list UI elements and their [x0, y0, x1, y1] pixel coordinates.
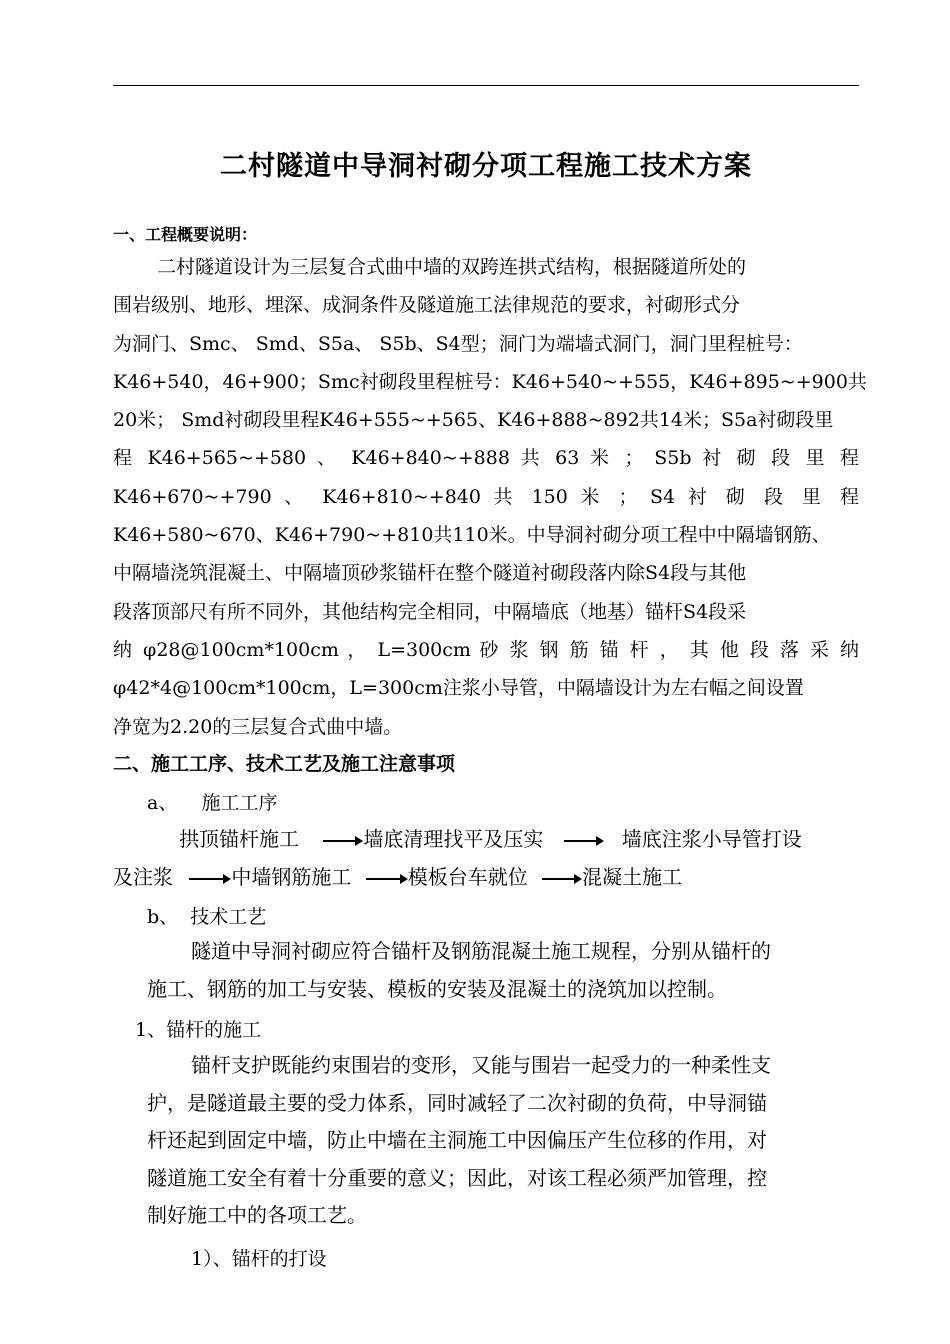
- body-line: 隧道施工安全有着十分重要的意义；因此，对该工程必须严加管理，控: [147, 1165, 767, 1190]
- body-line: 程 K46+565~+580 、 K46+840~+888 共 63 米 ； S5b 衬 砌 段 里 程: [113, 447, 859, 470]
- body-line: K46+540，46+900；Smc衬砌段里程桩号：K46+540~+555，K46+895~+900共: [113, 370, 867, 393]
- flow-step: 及注浆: [113, 865, 173, 889]
- item1-heading: 1、锚杆的施工: [135, 1019, 262, 1041]
- flow-step: 混凝土施工: [582, 865, 683, 889]
- flow-step: 模板台车就位: [407, 865, 528, 889]
- flow-step: 墙底注浆小导管打设: [621, 827, 802, 851]
- sub-a-label: a、 施工工序: [147, 792, 278, 814]
- body-line: 二村隧道设计为三层复合式曲中墙的双跨连拱式结构，根据隧道所处的: [157, 256, 747, 278]
- body-line: 锚杆支护既能约束围岩的变形，又能与围岩一起受力的一种柔性支: [191, 1053, 771, 1077]
- flow-step: 墙底清理找平及压实: [363, 827, 544, 851]
- body-line: 净宽为2.20的三层复合式曲中墙。: [113, 715, 403, 738]
- arrow-icon: [323, 840, 361, 842]
- arrow-icon: [366, 878, 406, 880]
- arrow-icon: [564, 840, 602, 842]
- body-line: 护，是隧道最主要的受力体系，同时减轻了二次衬砌的负荷，中导洞锚: [147, 1090, 767, 1115]
- body-line: 中隔墙浇筑混凝土、中隔墙顶砂浆锚杆在整个隧道衬砌段落内除S4段与其他: [113, 562, 747, 585]
- anchor-paragraph: [147, 1047, 859, 1235]
- process-flow: [113, 820, 859, 896]
- flow-step: 中墙钢筋施工: [231, 865, 352, 889]
- body-line: K46+670~+790 、 K46+810~+840 共 150 米 ； S4 衬 砌 段 里 程: [113, 485, 859, 508]
- body-line: 杆还起到固定中墙，防止中墙在主洞施工中因偏压产生位移的作用，对: [147, 1128, 767, 1153]
- section2-heading: 二、施工工序、技术工艺及施工注意事项: [113, 753, 456, 775]
- body-line: φ42*4@100cm*100cm，L=300cm注浆小导管，中隔墙设计为左右幅之间设置: [113, 677, 804, 700]
- body-line: 施工、钢筋的加工与安装、模板的安装及混凝土的浇筑加以控制。: [147, 976, 727, 1001]
- section1-heading: 一、工程概要说明：: [113, 225, 258, 244]
- flow-step: 拱顶锚杆施工: [179, 827, 299, 851]
- arrow-icon: [542, 878, 580, 880]
- body-line: K46+580~670、K46+790~+810共110米。中导洞衬砌分项工程中中隔墙钢筋、: [113, 524, 831, 547]
- item1-1-heading: 1）、锚杆的打设: [191, 1248, 327, 1270]
- document-title: 二村隧道中导洞衬砌分项工程施工技术方案: [220, 151, 752, 182]
- arrow-icon: [189, 878, 229, 880]
- header-rule: [113, 85, 859, 86]
- body-line: 隧道中导洞衬砌应符合锚杆及钢筋混凝土施工规程，分别从锚杆的: [191, 939, 771, 963]
- body-line: 20米； Smd衬砌段里程K46+555~+565、K46+888~892共14米；S5a衬砌段里: [113, 409, 834, 432]
- sub-b-label: b、 技术工艺: [147, 906, 267, 928]
- body-line: 为洞门、Smc、 Smd、S5a、 S5b、S4型；洞门为端墙式洞门，洞门里程桩号：: [113, 332, 803, 355]
- body-line: 纳 φ28@100cm*100cm ， L=300cm 砂 浆 钢 筋 锚 杆 ， 其 他 段 落 采 纳: [113, 638, 859, 661]
- body-line: 段落顶部尺有所不同外，其他结构完全相同，中隔墙底（地基）锚杆S4段采: [113, 600, 747, 623]
- tech-paragraph: [147, 933, 859, 1008]
- body-line: 围岩级别、地形、埋深、成洞条件及隧道施工法律规范的要求，衬砌形式分: [113, 294, 741, 317]
- section1-body: [113, 248, 867, 746]
- body-line: 制好施工中的各项工艺。: [147, 1203, 367, 1228]
